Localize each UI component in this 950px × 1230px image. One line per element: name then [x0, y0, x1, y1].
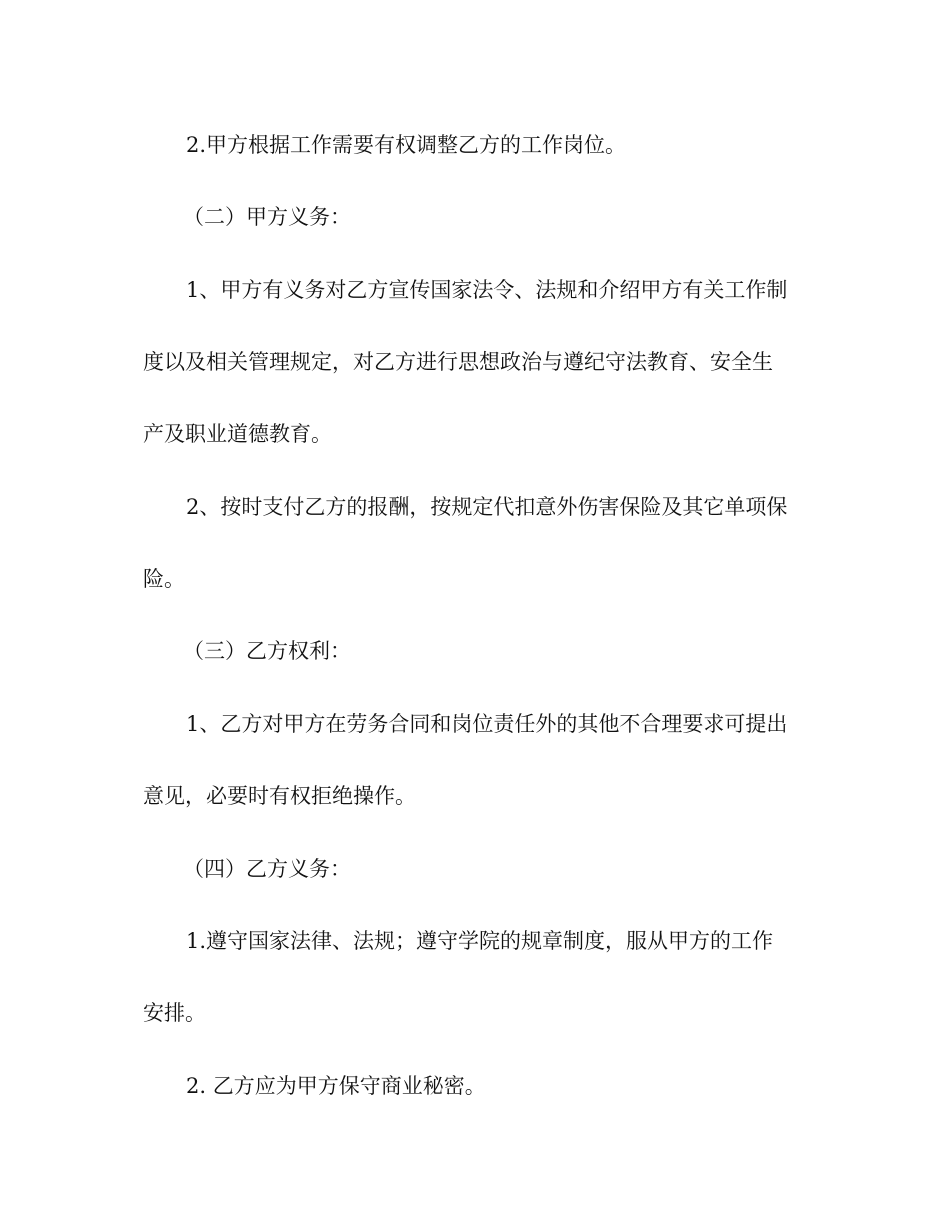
- paragraph-obligation-2-line-1: 2、按时支付乙方的报酬，按规定代扣意外伤害保险及其它单项保: [186, 495, 788, 519]
- paragraph-right-adjust-position: 2.甲方根据工作需要有权调整乙方的工作岗位。: [186, 133, 627, 157]
- paragraph-obligation-1-line-2: 度以及相关管理规定，对乙方进行思想政治与遵纪守法教育、安全生: [143, 350, 773, 374]
- paragraph-right-1-line-1: 1、乙方对甲方在劳务合同和岗位责任外的其他不合理要求可提出: [186, 712, 788, 736]
- paragraph-obligation-1-line-3: 产及职业道德教育。: [143, 422, 332, 446]
- paragraph-b-obligation-2: 2. 乙方应为甲方保守商业秘密。: [186, 1074, 486, 1098]
- paragraph-obligation-1-line-1: 1、甲方有义务对乙方宣传国家法令、法规和介绍甲方有关工作制: [186, 278, 788, 302]
- paragraph-b-obligation-1-line-2: 安排。: [143, 1001, 206, 1025]
- section-heading-party-b-obligations: （四）乙方义务：: [183, 857, 351, 881]
- paragraph-b-obligation-1-line-1: 1.遵守国家法律、法规；遵守学院的规章制度，服从甲方的工作: [186, 929, 774, 953]
- paragraph-obligation-2-line-2: 险。: [143, 567, 185, 591]
- section-heading-party-b-rights: （三）乙方权利：: [183, 639, 351, 663]
- section-heading-party-a-obligations: （二）甲方义务：: [183, 205, 351, 229]
- paragraph-right-1-line-2: 意见，必要时有权拒绝操作。: [143, 784, 416, 808]
